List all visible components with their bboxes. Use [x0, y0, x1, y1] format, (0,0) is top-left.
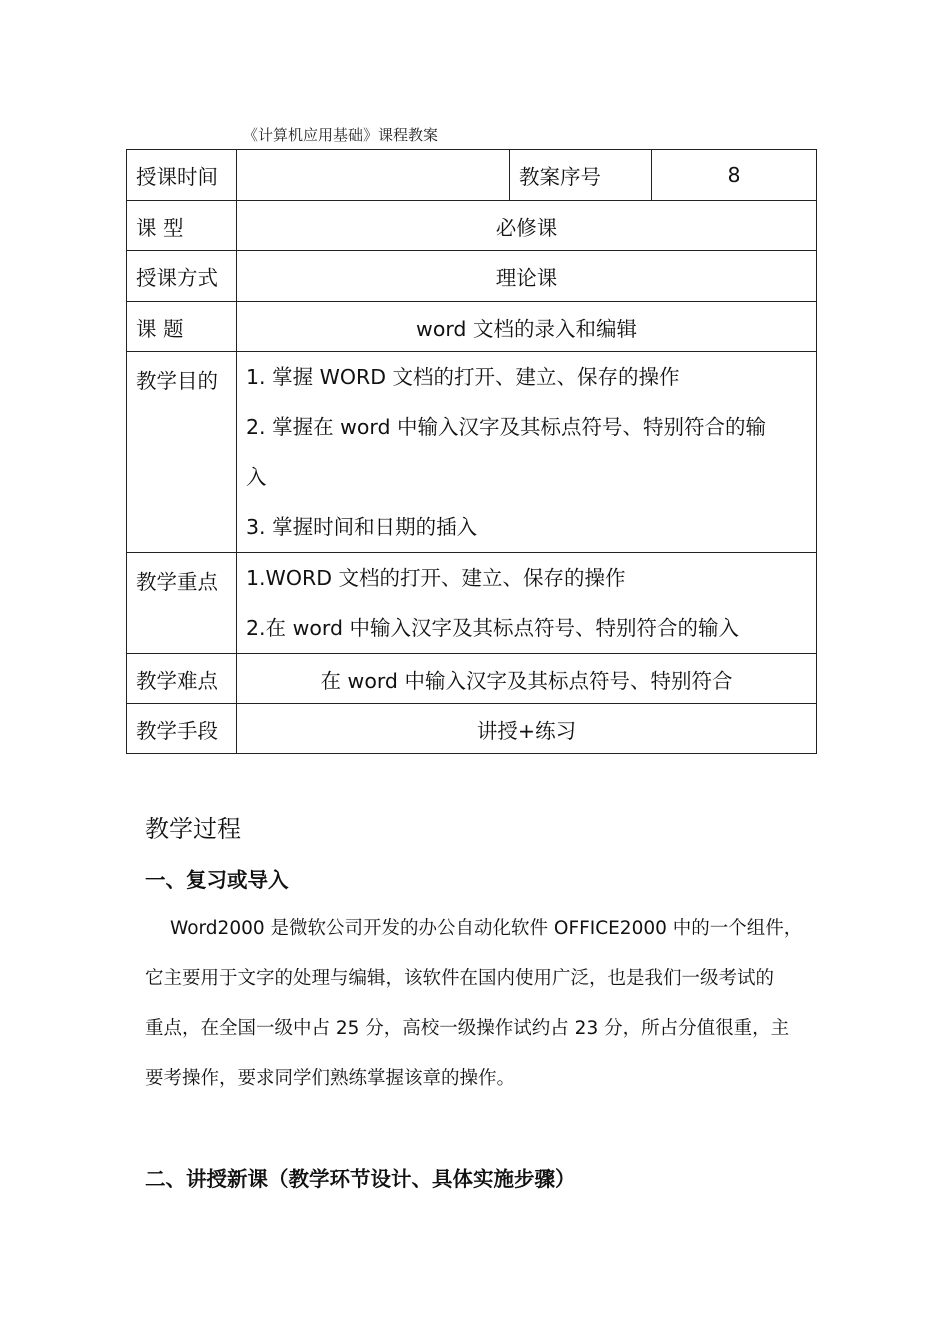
table-row-key [127, 553, 817, 654]
section2-heading: 二、讲授新课（教学环节设计、具体实施步骤） [145, 1167, 576, 1191]
key-point-line: 2.在 word 中输入汉字及其标点符号、特别符合的输入 [246, 616, 739, 640]
label-key-points: 教学重点 [127, 553, 237, 654]
label-topic: 课 题 [127, 302, 237, 352]
value-teaching-method: 理论课 [237, 251, 817, 302]
process-title: 教学过程 [145, 815, 241, 843]
value-course-type: 必修课 [237, 201, 817, 251]
label-teaching-time: 授课时间 [127, 150, 237, 201]
label-teaching-method: 授课方式 [127, 251, 237, 302]
table-row-goal [127, 352, 817, 553]
value-topic: word 文档的录入和编辑 [237, 302, 817, 352]
goal-line: 入 [246, 465, 267, 489]
goal-line: 2. 掌握在 word 中输入汉字及其标点符号、特别符合的输 [246, 415, 766, 439]
value-teaching-means: 讲授+练习 [237, 704, 817, 754]
table-row-difficult [127, 654, 817, 704]
paragraph-line: Word2000 是微软公司开发的办公自动化软件 OFFICE2000 中的一个组件， [170, 918, 803, 939]
value-difficult-points: 在 word 中输入汉字及其标点符号、特别符合 [237, 654, 817, 704]
table-row-time [127, 150, 817, 201]
lesson-info-table [126, 149, 817, 754]
label-difficult-points: 教学难点 [127, 654, 237, 704]
goal-line: 1. 掌握 WORD 文档的打开、建立、保存的操作 [246, 365, 680, 389]
paragraph-line: 它主要用于文字的处理与编辑，该软件在国内使用广泛，也是我们一级考试的 [145, 968, 775, 989]
label-course-type: 课 型 [127, 201, 237, 251]
value-teaching-time [237, 150, 510, 201]
value-plan-number: 8 [652, 150, 817, 201]
table-row-type [127, 201, 817, 251]
value-key-points [237, 553, 817, 654]
goal-line: 3. 掌握时间和日期的插入 [246, 515, 478, 539]
paragraph-line: 重点，在全国一级中占 25 分，高校一级操作试约占 23 分，所占分值很重，主 [145, 1018, 790, 1039]
value-teaching-goal [237, 352, 817, 553]
label-teaching-means: 教学手段 [127, 704, 237, 754]
table-row-method [127, 251, 817, 302]
section1-heading: 一、复习或导入 [145, 868, 289, 892]
paragraph-line: 要考操作，要求同学们熟练掌握该章的操作。 [145, 1068, 516, 1089]
section1-paragraph [145, 904, 815, 1104]
document-title: 《计算机应用基础》课程教案 [243, 126, 439, 144]
table-row-means [127, 704, 817, 754]
table-row-topic [127, 302, 817, 352]
label-plan-number: 教案序号 [510, 150, 652, 201]
label-teaching-goal: 教学目的 [127, 352, 237, 553]
key-point-line: 1.WORD 文档的打开、建立、保存的操作 [246, 566, 626, 590]
